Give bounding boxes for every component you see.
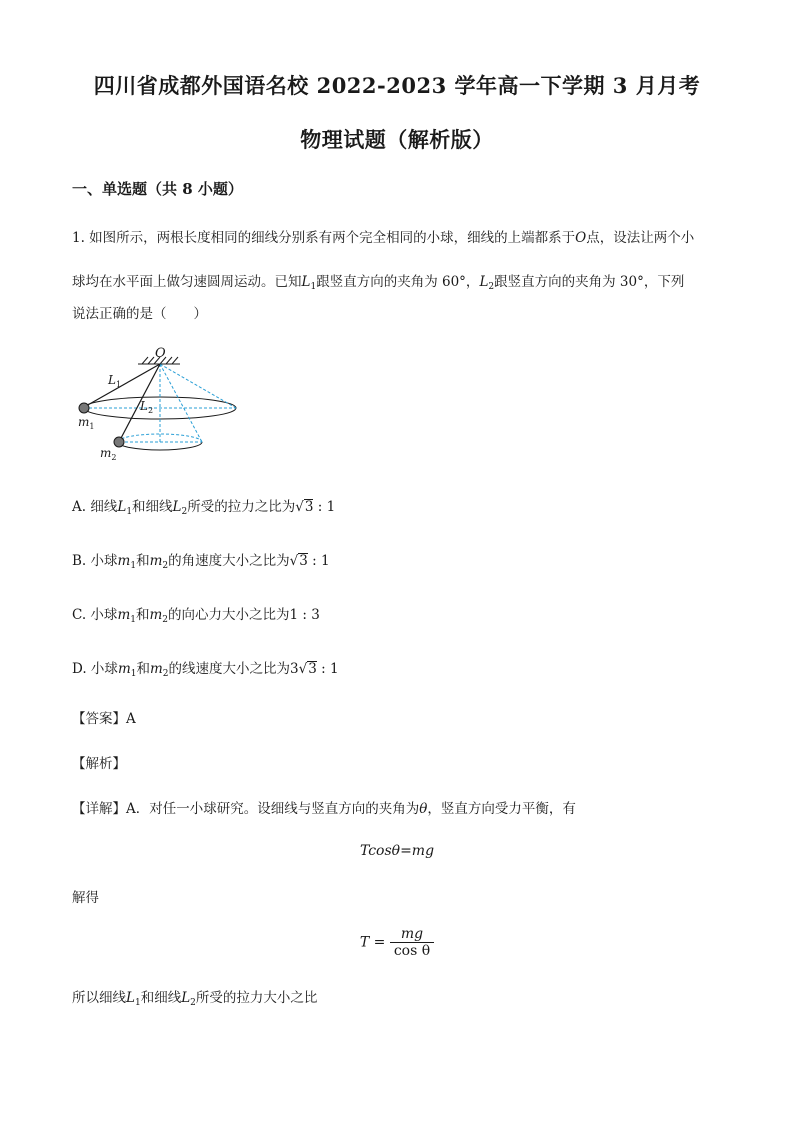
option-d[interactable]: D. 小球$m_1$和$m_2$的线速度大小之比为3√3 : 1 xyxy=(72,661,339,679)
question-stem-line1: 1. 如图所示，两根长度相同的细线分别系有两个完全相同的小球，细线的上端都系于O点，设法让两个小 xyxy=(72,230,695,246)
label-o: O xyxy=(155,346,166,361)
point-o: O xyxy=(575,230,587,246)
cone-guides xyxy=(84,364,236,442)
orbit-m2-front xyxy=(118,442,202,450)
detail-line: 【详解】A．对任一小球研究。设细线与竖直方向的夹角为θ，竖直方向受力平衡，有 xyxy=(72,801,576,817)
analysis-label: 【解析】 xyxy=(72,756,126,772)
ball-m2 xyxy=(114,437,124,447)
page-title: 四川省成都外国语名校 2022-2023 学年高一下学期 3 月月考 xyxy=(93,73,701,98)
option-c[interactable]: C. 小球$m_1$和$m_2$的向心力大小之比为1 : 3 xyxy=(72,607,320,625)
label-l2: $L_2$ xyxy=(140,399,154,415)
conical-pendulum-figure xyxy=(72,342,244,464)
equation-force-balance: Tcosθ=mg xyxy=(359,843,435,859)
page-subtitle: 物理试题（解析版） xyxy=(300,127,494,152)
section-heading: 一、单选题（共 8 小题） xyxy=(72,180,243,198)
option-a[interactable]: A. 细线$L_1$和细线$L_2$所受的拉力之比为√3 : 1 xyxy=(72,499,336,517)
equation-tension: T = $\frac{mg}{\text{cos θ}}$ xyxy=(0,926,794,959)
question-stem-line3: 说法正确的是（ ） xyxy=(72,306,207,322)
label-m2: $m_2$ xyxy=(100,446,117,462)
label-m1: $m_1$ xyxy=(78,415,95,431)
conclusion-line: 所以细线$L_1$和细线$L_2$所受的拉力大小之比 xyxy=(72,990,318,1008)
solve-label: 解得 xyxy=(72,890,99,906)
label-l1: $L_1$ xyxy=(108,373,122,389)
option-b[interactable]: B. 小球$m_1$和$m_2$的角速度大小之比为√3 : 1 xyxy=(72,553,330,571)
answer-value: A xyxy=(126,711,136,727)
answer-line xyxy=(72,707,136,727)
question-stem-line2: 球均在水平面上做匀速圆周运动。已知$L_1$跟竖直方向的夹角为 60°，$L_2$跟竖直方向的夹角为 30°，下列 xyxy=(72,274,685,292)
answer-label: 【答案】 xyxy=(72,711,126,727)
ball-m1 xyxy=(79,403,89,413)
